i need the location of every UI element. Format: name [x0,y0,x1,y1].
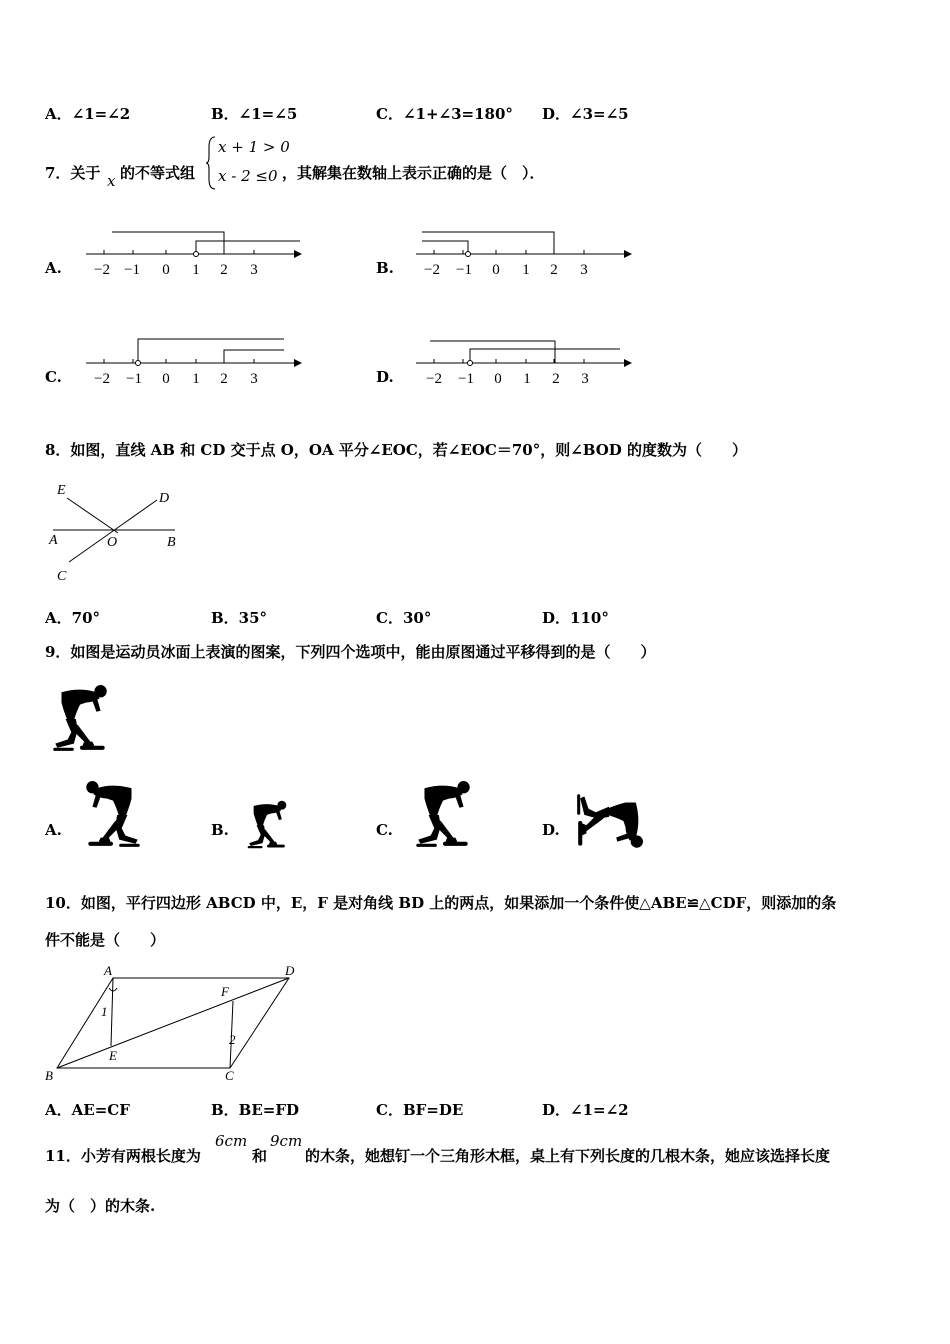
q11-stem-b: 的木条，她想钉一个三角形木框，桌上有下列长度的几根木条，她应该选择长度 [305,1147,831,1165]
q10-label-a: A [104,963,112,978]
q8-option-b: B．35° [211,609,268,627]
q6-option-a: A．∠1=∠2 [45,105,131,123]
q9-stem: 9．如图是运动员冰面上表演的图案，下列四个选项中，能由原图通过平移得到的是（ ） [45,643,656,661]
tick-d-0: −2 [426,371,442,387]
q10-label-d: D [285,963,295,978]
q7-opt-b: B. [376,259,394,277]
tick-c-4: 2 [220,371,228,387]
q10-parallelogram-figure [45,962,305,1084]
skater-option-a-image [78,780,148,852]
tick-c-0: −2 [94,371,110,387]
tick-a-2: 0 [162,262,170,278]
q7-tail: ，其解集在数轴上表示正确的是（ ）． [282,164,545,182]
q7-ineq1: x + 1 > 0 [218,138,290,156]
q9-opt-a: A. [45,821,62,839]
q11-and: 和 [252,1147,268,1165]
q7-numberline-d [410,334,640,390]
q7-opt-c: C. [45,368,62,386]
q9-opt-d: D. [542,821,560,839]
q9-opt-c: C. [376,821,393,839]
tick-b-5: 3 [580,262,588,278]
skater-option-d-image [572,790,644,852]
q11-len1: 6cm [215,1132,248,1150]
q10-label-c: C [225,1068,234,1083]
q10-stem-line2: 件不能是（ ） [45,931,166,949]
q8-label-o: O [107,535,118,550]
q7-ineq2: x - 2 ≤0 [218,167,278,185]
q10-label-e: E [109,1048,117,1063]
q10-stem-line1: 10．如图，平行四边形 ABCD 中，E，F 是对角线 BD 上的两点，如果添加一个条件使△ABE≌△CDF，则添加的条 [45,894,837,912]
q8-option-a: A．70° [45,609,101,627]
tick-a-3: 1 [192,262,200,278]
q7-numberline-b [410,225,640,281]
q8-figure [45,478,185,588]
q8-label-e: E [57,483,66,498]
q10-label-f: F [221,984,229,999]
q7-opt-a: A. [45,259,62,277]
tick-d-2: 0 [494,371,502,387]
q7-numberline-c [80,334,310,390]
q8-stem: 8．如图，直线 AB 和 CD 交于点 O，OA 平分∠EOC，若∠EOC＝70°，则∠BOD 的度数为（ ） [45,441,748,459]
skater-option-c-image [408,780,478,852]
tick-d-3: 1 [523,371,531,387]
q10-label-1: 1 [101,1004,108,1019]
q11-stem-a: 11．小芳有两根长度为 [45,1147,201,1165]
q8-label-c: C [57,569,67,584]
q6-option-b: B．∠1=∠5 [211,105,298,123]
skater-original-image [45,684,115,756]
q9-opt-b: B. [211,821,229,839]
q7-var: x [107,172,116,190]
tick-c-3: 1 [192,371,200,387]
tick-c-1: −1 [126,371,142,387]
q7-brace [205,135,217,191]
tick-a-4: 2 [220,262,228,278]
tick-b-0: −2 [424,262,440,278]
tick-a-5: 3 [250,262,258,278]
q7-opt-d: D. [376,368,394,386]
q10-option-c: C．BF=DE [376,1101,464,1119]
q10-label-2: 2 [229,1032,236,1047]
q7-mid: 的不等式组 [120,164,196,182]
q8-label-d: D [159,491,170,506]
q8-option-c: C．30° [376,609,432,627]
q10-option-a: A．AE=CF [45,1101,130,1119]
tick-c-2: 0 [162,371,170,387]
q11-len2: 9cm [270,1132,303,1150]
tick-d-1: −1 [458,371,474,387]
q11-stem-line2: 为（ ）的木条. [45,1197,156,1215]
tick-b-3: 1 [522,262,530,278]
q10-option-d: D．∠1=∠2 [542,1101,629,1119]
tick-a-0: −2 [94,262,110,278]
tick-d-4: 2 [552,371,560,387]
q7-numberline-a [80,225,310,281]
q8-option-d: D．110° [542,609,609,627]
q8-label-b: B [167,535,176,550]
q10-option-b: B．BE=FD [211,1101,300,1119]
tick-b-4: 2 [550,262,558,278]
q6-option-d: D．∠3=∠5 [542,105,629,123]
q6-option-c: C．∠1+∠3=180° [376,105,513,123]
skater-option-b-image [243,800,291,852]
tick-d-5: 3 [581,371,589,387]
tick-c-5: 3 [250,371,258,387]
tick-a-1: −1 [124,262,140,278]
q10-label-b: B [45,1068,53,1083]
q7-lead: 7．关于 [45,164,101,182]
tick-b-1: −1 [456,262,472,278]
q8-label-a: A [49,533,58,548]
tick-b-2: 0 [492,262,500,278]
